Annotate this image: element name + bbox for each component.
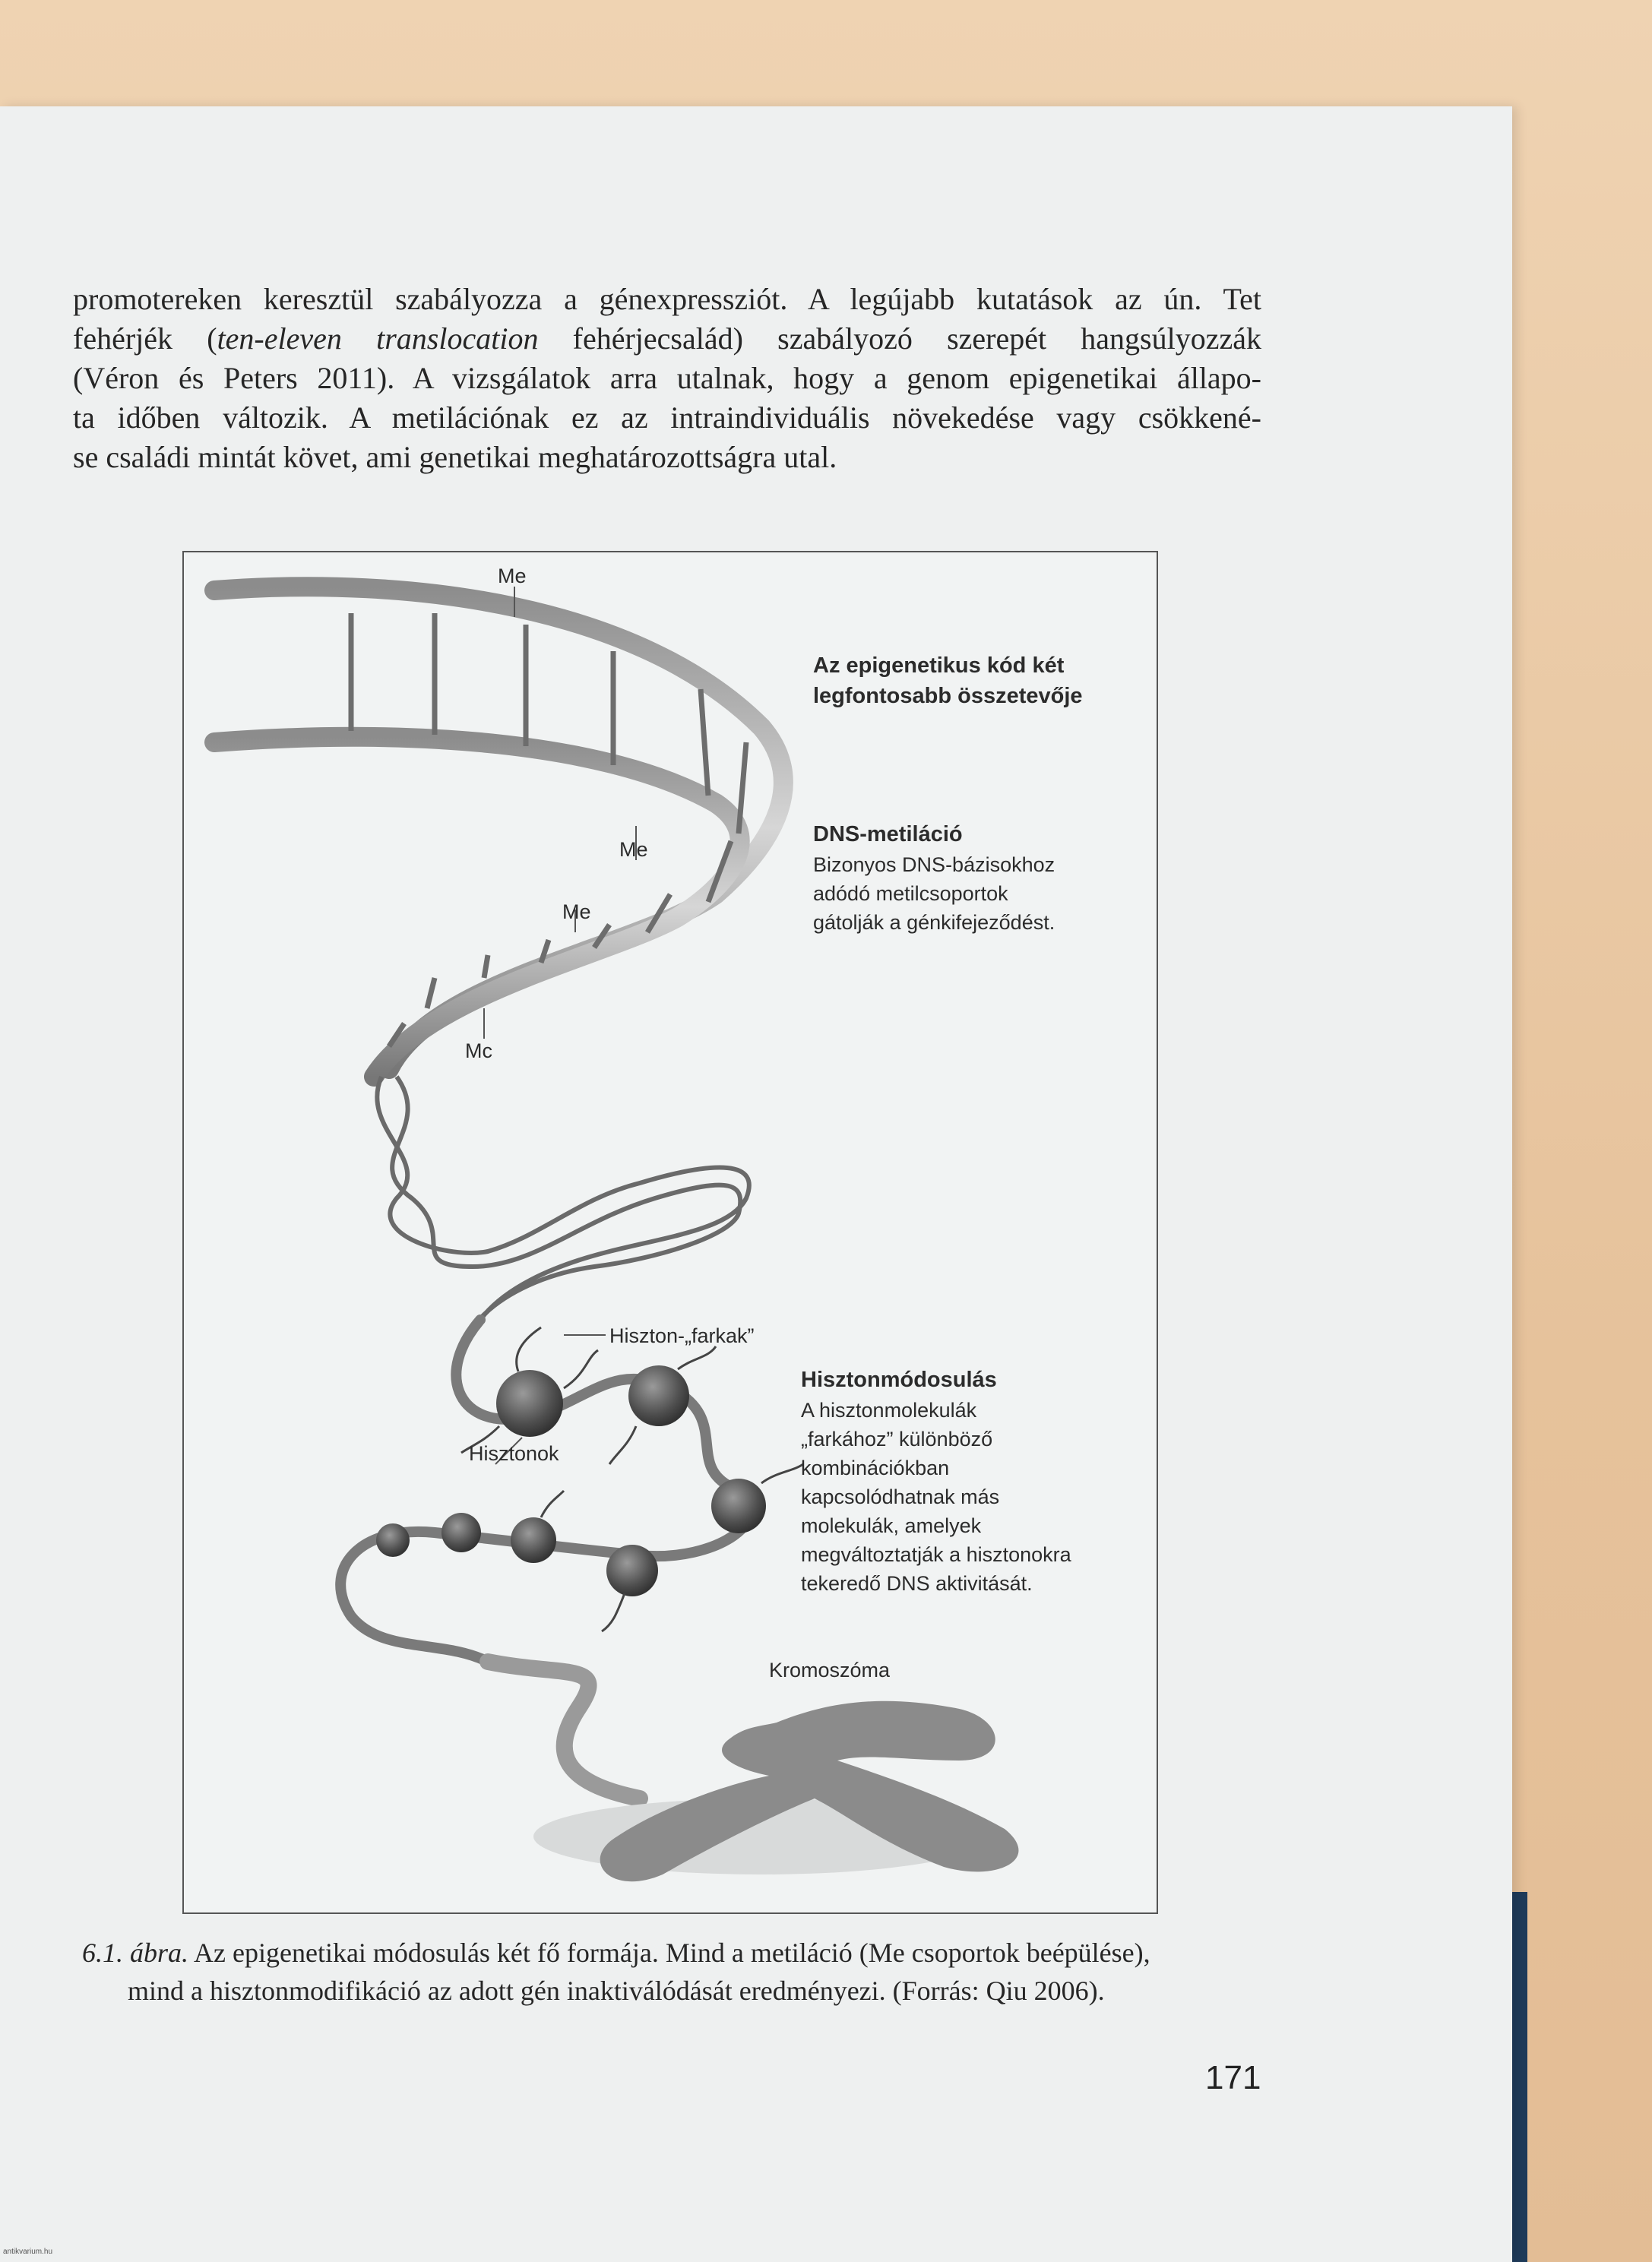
- body-line: (Véron és Peters 2011). A vizsgálatok arra utalnak, hogy a genom epigenetikai állapo-: [73, 361, 1261, 395]
- body-line: promotereken keresztül szabályozza a génexpressziót. A legújabb kutatások az ún. Tet: [73, 282, 1261, 316]
- figure-caption: [82, 1934, 1267, 2010]
- histone-modification-description: [801, 1368, 1072, 1595]
- body-line-post: fehérjecsalád) szabályozó szerepét hangsúlyozzák: [538, 321, 1261, 356]
- book-page: [0, 106, 1512, 2262]
- label-me-2: Me: [619, 838, 648, 861]
- caption-text-1: Az epigenetikai módosulás két fő formája. Mind a metiláció (Me csoportok beépülése),: [188, 1938, 1150, 1968]
- histone-mod-line: „farkához” különböző: [801, 1428, 993, 1451]
- figure-heading: [813, 653, 1083, 708]
- label-me-3: Me: [562, 900, 591, 923]
- body-paragraph: [73, 280, 1261, 477]
- chromatin-fiber: [340, 1320, 803, 1662]
- methylation-title: DNS-metiláció: [813, 822, 963, 846]
- histone-mod-line: kombinációkban: [801, 1457, 950, 1479]
- histone-mod-line: megváltoztatják a hisztonokra: [801, 1543, 1071, 1566]
- dna-double-helix: [377, 1077, 749, 1327]
- label-chromosome: Kromoszóma: [769, 1659, 891, 1681]
- figure-6-1: [182, 551, 1158, 1914]
- figure-heading-line: Az epigenetikus kód két: [813, 653, 1065, 678]
- page-number: 171: [1205, 2059, 1261, 2096]
- histone-mod-line: molekulák, amelyek: [801, 1514, 982, 1537]
- figure-heading-line: legfontosabb összetevője: [813, 684, 1083, 708]
- dna-ladder: [214, 587, 783, 1077]
- label-histones: Hisztonok: [469, 1442, 559, 1465]
- caption-line-2: mind a hisztonmodifikáció az adott gén inaktiválódását eredményezi. (Forrás: Qiu 2006).: [128, 1976, 1105, 2006]
- label-histone-tails: Hiszton-„farkak”: [609, 1324, 755, 1347]
- methylation-description: [813, 822, 1055, 934]
- histone-mod-title: Hisztonmódosulás: [801, 1368, 997, 1392]
- body-line: se családi mintát követ, ami genetikai meghatározottságra utal.: [73, 440, 837, 474]
- body-line-pre: fehérjék (: [73, 321, 217, 356]
- label-me-1: Me: [498, 565, 527, 587]
- body-line: [73, 319, 1261, 359]
- label-mc: Mc: [465, 1039, 492, 1062]
- histone-mod-line: tekeredő DNS aktivitását.: [801, 1572, 1033, 1595]
- histone-mod-line: A hisztonmolekulák: [801, 1399, 977, 1422]
- histone-mod-line: kapcsolódhatnak más: [801, 1485, 1000, 1508]
- caption-line-1: [82, 1934, 1267, 1972]
- methylation-line: adódó metilcsoportok: [813, 882, 1008, 905]
- caption-label: 6.1. ábra.: [82, 1938, 189, 1968]
- dna-fiber-to-chromosome: [488, 1662, 640, 1799]
- body-line: ta időben változik. A metilációnak ez az intraindividuális növekedése vagy csökkené-: [73, 400, 1261, 435]
- epigenetics-illustration: [184, 552, 1157, 1912]
- methylation-line: Bizonyos DNS-bázisokhoz: [813, 853, 1055, 876]
- corner-watermark: antikvarium.hu: [3, 2248, 53, 2256]
- methylation-line: gátolják a génkifejeződést.: [813, 911, 1055, 934]
- body-line-italic: ten-eleven translocation: [217, 321, 539, 356]
